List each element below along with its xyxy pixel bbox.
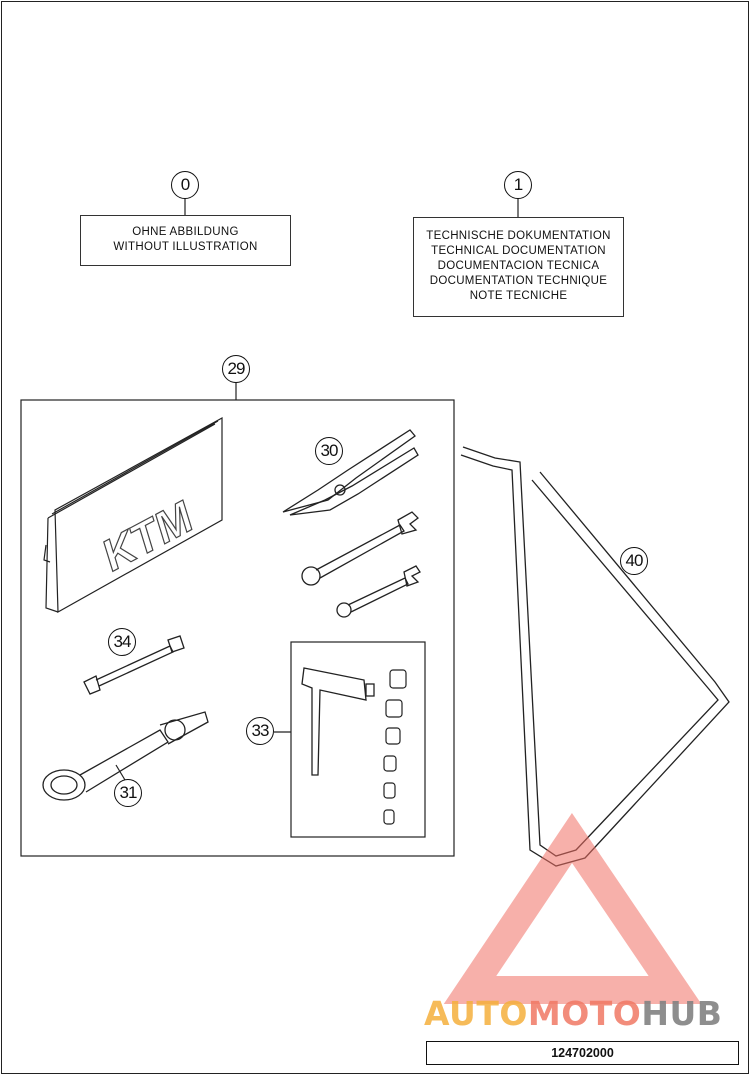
- callout-34: 34: [108, 628, 136, 656]
- callout-1: 1: [504, 171, 532, 199]
- watermark-logo: AUTOMOTOHUB: [424, 994, 723, 1033]
- callout-33: 33: [246, 717, 274, 745]
- t-handle: [302, 668, 374, 775]
- callout-40: 40: [620, 547, 648, 575]
- callout-0: 0: [171, 171, 199, 199]
- part-number: 124702000: [426, 1041, 739, 1065]
- tool-kit-box: [21, 400, 454, 856]
- combination-wrench-small: [337, 566, 420, 617]
- note-technical-documentation: TECHNISCHE DOKUMENTATION TECHNICAL DOCUMENTATION DOCUMENTACION TECNICA DOCUMENTATION TECHNIQUE NOTE TECNICHE: [413, 217, 624, 317]
- watermark-triangle: [470, 838, 675, 990]
- socket-bits: [384, 670, 406, 824]
- callout-29: 29: [222, 355, 250, 383]
- pliers: [283, 430, 418, 515]
- side-stand: [461, 447, 729, 866]
- callout-31: 31: [114, 779, 142, 807]
- bag-logo: KTM: [93, 492, 202, 581]
- note-without-illustration: OHNE ABBILDUNG WITHOUT ILLUSTRATION: [80, 215, 291, 266]
- combination-wrench-large: [302, 512, 418, 585]
- callout-30: 30: [315, 437, 343, 465]
